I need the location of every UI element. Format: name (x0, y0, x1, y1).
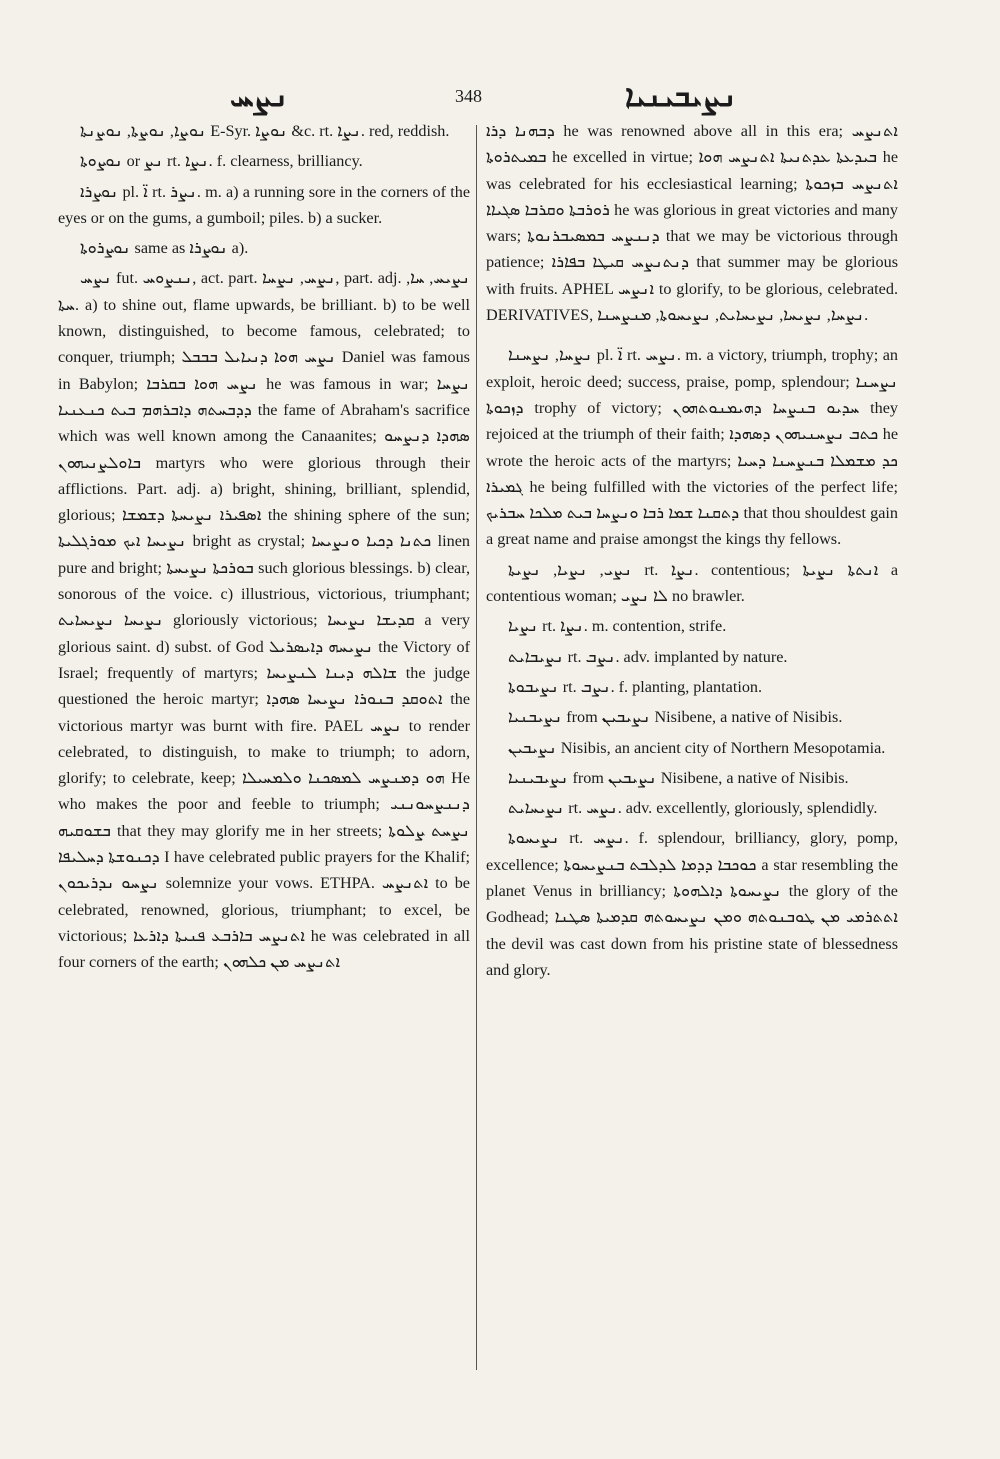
entry-nsibutha: ܢܨܝܒܘܬܐ rt. ܢܨܒ. f. planting, plantation. (508, 677, 763, 696)
entry-nsaya: ܢܨܝܐ rt. ܢܨܐ. m. contention, strife. (508, 617, 727, 636)
left-running-head: ܢܨܚ (230, 80, 289, 113)
right-running-head: ܢܨܝܒܝܢܝܐ (625, 80, 737, 113)
entry-nsibinaya: ܢܨܝܒܝܢܝܐ from ܢܨܝܒܝܢ Nisibene, a native of Nisibis. (508, 768, 849, 787)
entry-nosrutha: ܢܘܨܪܘܬܐ same as ܢܘܨܪܐ a). (80, 239, 249, 258)
right-column (486, 118, 898, 983)
entry-nsibin: ܢܨܝܒܝܢ Nisibis, an ancient city of Northern Mesopotamia. (508, 738, 886, 757)
entry-nosutha: ܢܘܨܘܬܐ or ܢܨ rt. ܢܨܐ. f. clearness, brilliancy. (80, 152, 363, 171)
page-number: 348 (455, 86, 482, 106)
page-header (0, 80, 1000, 120)
entry-nsihait: ܢܨܝܚܐܝܬ rt. ܢܨܚ. adv. excellently, gloriously, splendidly. (508, 799, 878, 818)
entry-nsay: ܢܨܝ, ܢܨܝܐ, ܢܨܝܬܐ rt. ܢܨܐ. contentious; ܐܢܬܬܐ ܢܨܝܬܐ a contentious woman; ܠܐ ܢܨܝ no brawler. (486, 560, 898, 606)
entry-nsibnaya: ܢܨܝܒܢܝܐ from ܢܨܝܒܝܢ Nisibene, a native of Nisibis. (508, 708, 843, 727)
entry-nosa: ܢܘܨܐ, ܢܘܨܬܐ, ܢܘܨܢܬܐ E-Syr. ܢܘܨܐ &c. rt. ܢܨܐ. red, reddish. (80, 122, 450, 140)
entry-nsibait: ܢܨܝܒܐܝܬ rt. ܢܨܒ. adv. implanted by nature. (508, 647, 788, 666)
entry-nsah-continued: ܕܒܗܢܐ ܕܪܐ he was renowned above all in this era; ܐܬܢܨܚ ܒܡܝܬܪܘܬܐ he excelled in virtue; ܒܝܕܥܬܐ ܥܕܬܢܝܬܐ ܐܬܢܨܚ ܗܘܐ he was celebrated for his ecclesiastical learning; ܐܬܢܨܚ ܒܙܟܘܬܐ ܪܘܪܒܬܐ ܘܩܪܒܐ ܣܓܝܐܐ he was glorious in great victories and many wars; ܕܢܢܨܚ ܒܡܣܝܒܪܢܘܬܐ that we may be victorious through patience; ܕܢܬܢܨܚ ܩܝܛܐ ܒܦܐܪܐ that summer may be glorious with fruits. APHEL ܐܢܨܚ to glorify, to be glorious, celebrated. DERIVATIVES, ܢܨܚܐ, ܢܨܝܚܐ, ܢܨܝܚܐܝܬ, ܢܨܝܚܘܬܐ, ܡܢܨܚܢܐ. (486, 122, 899, 325)
entry-nsah: ܢܨܚ fut. ܢܢܨܘܚ, act. part. ܢܨܚ, ܢܨܚܐ, part. adj. ܢܨܝܚ, ܚܐ, ܚܬܐ. a) to shine out, flame upwards, be brilliant. b) to be well known, distinguished, to become famous, celebrated; to conquer, triumph; ܢܨܚ ܗܘܐ ܕܢܝܐܝܠ ܒܒܒܠ Daniel was famous in Babylon; ܢܨܚ ܗܘܐ ܒܩܪܒܐ he was famous in war; ܢܨܚܐ ܕܕܒܚܬܗ ܕܐܒܪܗܡ ܒܝܬ ܟܢܥܢܝܐ the fame of Abraham's sacrifice which was well known among the Canaanites; ܣܗܕܐ ܕܢܨܚܘ ܒܐܘܠܨܢܝܗܘܢ martyrs who were glorious through their afflictions. Part. adj. a) bright, shining, brilliant, splendid, glorious; ܐܣܦܝܪܐ ܢܨܝܚܬܐ ܕܫܡܫܐ the shining sphere of the sun; ܢܨܝܚܐ ܐܝܟ ܡܘܪܓܠܝܬܐ bright as crystal; ܟܬܢܐ ܕܟܝܐ ܘܢܨܝܚܐ linen pure and bright; ܒܘܪܟܬܐ ܢܨܝܚܬܐ such glorious blessings. b) clear, sonorous of the voice. c) illustrious, victorious, triumphant; ܢܨܝܚܐ ܢܨܝܚܐܝܬ gloriously victorious; ܩܕܝܫܐ ܢܨܝܚܐ a very glorious saint. d) subst. of God ܢܨܝܚܗ ܕܐܝܣܪܝܠ the Victory of Israel; frequently of martyrs; ܫܐܠܗ ܕܝܢܐ ܠܢܨܝܚܐ the judge questioned the heroic martyr; ܐܬܘܩܕ ܒܢܘܪܐ ܢܨܝܚܐ ܣܗܕܐ the victorious martyr was burnt with fire. PAEL ܢܨܚ to render celebrated, to distinguish, to make to triumph; to adorn, glorify; to celebrate, keep; ܗܘ ܕܡܢܨܚ ܠܡܣܟܢܐ ܘܠܡܚܝܠܐ He who makes the poor and feeble to triumph; ܕܢܢܨܚܘܢܢܝ ܒܫܘܩܝܗ that they may glorify me in her streets; ܢܨܚܬ ܨܠܘܬܐ ܕܟܢܘܫܬܐ ܕܚܠܝܦܐ I have celebrated public prayers for the Khalif; ܢܨܚܘ ܢܕܪܝܟܘܢ solemnize your vows. ETHPA. ܐܬܢܨܚ to be celebrated, renowned, glorious, triumphant; to excel, be victorious; ܐܬܢܨܚ ܒܐܪܒܥ ܦܢܝܬܐ ܕܐܪܥܐ he was celebrated in all four corners of the earth; ܐܬܢܨܚ ܡܢ ܟܠܗܘܢ (58, 269, 471, 972)
entry-nsihutha: ܢܨܝܚܘܬܐ rt. ܢܨܚ. f. splendour, brilliancy, glory, pomp, excellence; ܟܘܟܒܐ ܕܕܡܐ ܠܕܠܒܬ ܒܢܨܝܚܘܬܐ a star resembling the planet Venus in brilliancy; ܢܨܝܚܘܬܐ ܕܐܠܗܘܬܐ the glory of the Godhead; ܐܬܬܪܡܝ ܡܢ ܛܘܒܢܘܬܗ ܘܡܢ ܢܨܝܚܘܬܗ ܩܕܡܝܬܐ ܣܛܢܐ the devil was cast down from his pristine state of blessedness and glory. (486, 829, 899, 979)
left-column (58, 118, 470, 976)
entry-nosra: ܢܘܨܪܐ pl. ܐ̈ rt. ܢܨܪ. m. a) a running sore in the corners of the eyes or on the gums, a gumboil; piles. b) a sucker. (58, 182, 470, 227)
entry-nesha: ܢܨܚܐ, ܢܨܚܢܐ pl. ܐ̈ rt. ܢܨܚ. m. a victory, triumph, trophy; an exploit, heroic deed; success, praise, pomp, splendour; ܢܨܚܢܐ ܕܙܟܘܬܐ trophy of victory; ܚܕܝܘ ܒܢܨܚܐ ܕܗܝܡܢܘܬܗܘܢ they rejoiced at the triumph of their faith; ܟܬܒ ܢܨܚܢܝܗܘܢ ܕܣܗܕܐ he wrote the heroic acts of the martyrs; ܟܕ ܡܫܡܠܐ ܒܢܨܚܢܐ ܕܚܝܐ ܓܡܝܪܐ he being fulfilled with the victories of the perfect life; ܕܬܩܢܐ ܫܡܐ ܪܒܐ ܘܢܨܚܐ ܒܝܬ ܡܠܟܐ ܚܒܪܝܟ that thou shouldest gain a great name and praise amongst the kings thy fellows. (486, 346, 899, 549)
column-divider (476, 125, 477, 1370)
